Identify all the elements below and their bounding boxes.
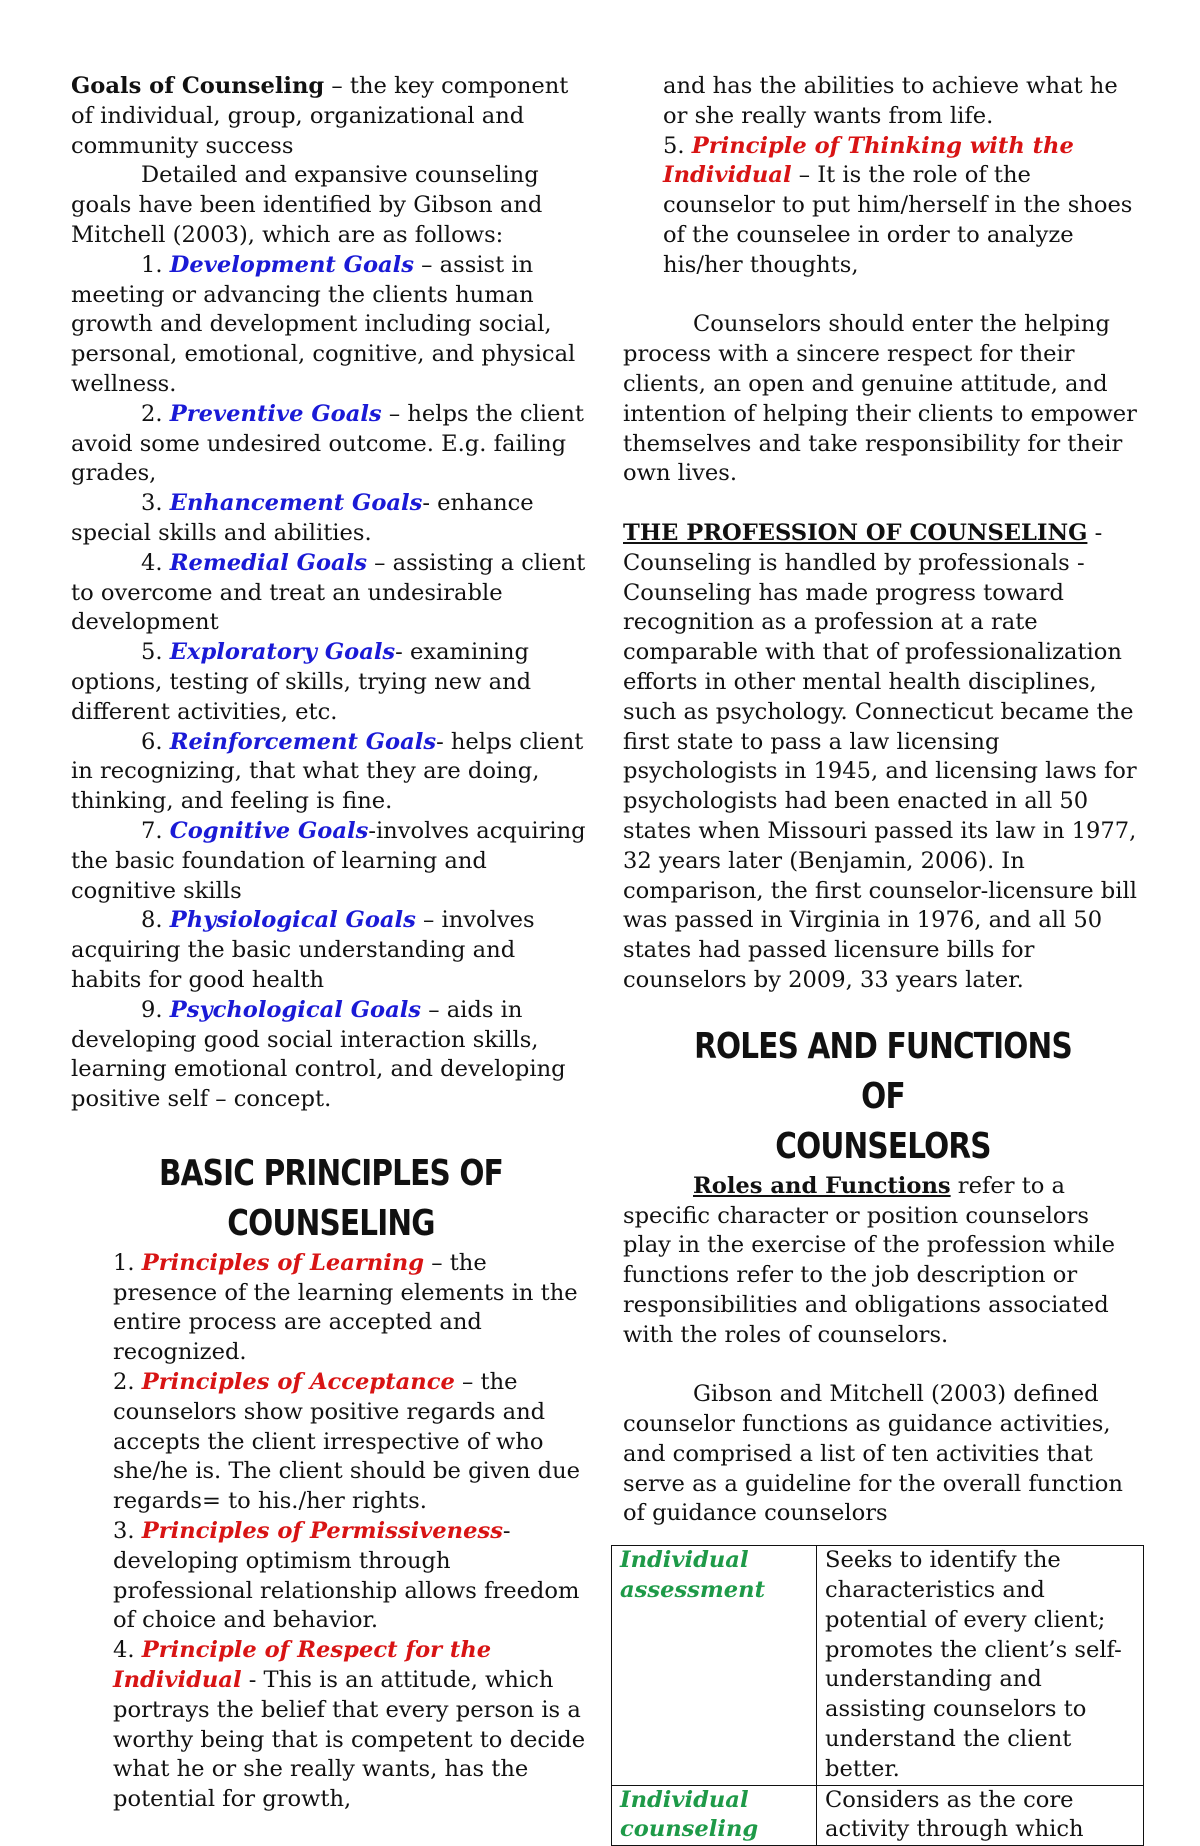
list-item: 6. Reinforcement Goals- helps client in recognizing, that what they are doing, thinking, and feeling is fine. <box>71 728 584 815</box>
list-item: 4. Remedial Goals – assisting a client to overcome and treat an undesirable development <box>71 549 586 636</box>
right-column <box>620 72 1143 1846</box>
table-row <box>612 1546 1144 1785</box>
list-item: 4. Principle of Respect for the Individual - This is an attitude, which portrays the belief that every person is a worthy being that is competent to decide what he or she really wants, has the potential for growth, <box>113 1637 586 1813</box>
spacer <box>623 281 1143 311</box>
list-item: 9. Psychological Goals – aids in developing good social interaction skills, learning emotional control, and developing positive self – concept. <box>71 996 566 1113</box>
list-item: 3. Principles of Permissiveness- developing optimism through professional relationship allows freedom of choice and behavior. <box>113 1518 580 1634</box>
gibson-paragraph: Gibson and Mitchell (2003) defined counselor functions as guidance activities, and comprised a list of ten activities that serve as a guideline for the overall function of guidance counselors <box>623 1381 1123 1527</box>
table-cell-term: Individual counseling <box>612 1785 817 1846</box>
spacer <box>623 1350 1143 1380</box>
profession-paragraph: THE PROFESSION OF COUNSELING - Counseling is handled by professionals - Counseling has made progress toward recognition as a profession at a rate comparable with that of professionalization efforts in other mental health disciplines, such as psychology. Connecticut became the first state to pass a law licensing psychologists in 1945, and licensing laws for psychologists had been enacted in all 50 states when Missouri passed its law in 1977, 32 years later (Benjamin, 2006). In comparison, the first counselor-licensure bill was passed in Virginia in 1976, and all 50 states had passed licensure bills for counselors by 2009, 33 years later. <box>623 519 1137 993</box>
principles-heading: BASIC PRINCIPLES OF COUNSELING <box>158 1152 504 1244</box>
spacer <box>623 489 1143 519</box>
spacer <box>623 996 1143 1022</box>
list-item: 1. Development Goals – assist in meeting or advancing the clients human growth and development including social, personal, emotional, cognitive, and physical wellness. <box>71 251 576 397</box>
list-item: 8. Physiological Goals – involves acquiring the basic understanding and habits for good health <box>71 907 535 993</box>
roles-term: Roles and Functions <box>693 1172 951 1199</box>
list-item: 1. Principles of Learning – the presence of the learning elements in the entire process are accepted and recognized. <box>113 1249 578 1366</box>
list-item: 5. Principle of Thinking with the Individual – It is the role of the counselor to put him/herself in the shoes of the counselee in order to analyze his/her thoughts, <box>663 132 1133 278</box>
table-cell-desc: Considers as the core activity through which <box>817 1785 1144 1846</box>
list-item: 3. Enhancement Goals- enhance special skills and abilities. <box>71 490 534 546</box>
table-cell-desc: Seeks to identify the characteristics and potential of every client; promotes the client’s self-understanding and assisting counselors to understand the client better. <box>817 1546 1144 1785</box>
goals-title: Goals of Counseling <box>71 73 325 99</box>
list-item: 2. Preventive Goals – helps the client avoid some undesired outcome. E.g. failing grades, <box>71 400 584 487</box>
profession-title: THE PROFESSION OF COUNSELING <box>623 519 1088 546</box>
goals-intro-paragraph: Detailed and expansive counseling goals have been identified by Gibson and Mitchell (2003), which are as follows: <box>71 162 543 248</box>
table-row <box>612 1785 1144 1846</box>
goals-list <box>71 251 591 1115</box>
functions-table <box>611 1545 1144 1846</box>
principles-list <box>71 1249 591 1815</box>
roles-paragraph: Roles and Functions refer to a specific character or position counselors play in the exercise of the profession while functions refer to the job description or responsibilities and obligations associated with the roles of counselors. <box>623 1172 1115 1348</box>
goals-intro: Goals of Counseling – the key component of individual, group, organizational and community success <box>71 73 569 159</box>
principle-4-continuation: and has the abilities to achieve what he or she really wants from life. <box>663 73 1118 129</box>
spacer <box>71 1115 591 1149</box>
list-item: 7. Cognitive Goals-involves acquiring the basic foundation of learning and cognitive skills <box>71 817 586 904</box>
table-cell-term: Individual assessment <box>612 1546 817 1785</box>
left-column <box>71 72 591 1815</box>
roles-heading: ROLES AND FUNCTIONS OF COUNSELORS <box>694 1025 1072 1167</box>
principles-continued <box>623 72 1143 281</box>
list-item: 5. Exploratory Goals- examining options, testing of skills, trying new and different activities, etc. <box>71 639 532 725</box>
respect-paragraph: Counselors should enter the helping process with a sincere respect for their clients, an open and genuine attitude, and intention of helping their clients to empower themselves and take responsibility for their own lives. <box>623 311 1137 487</box>
list-item: 2. Principles of Acceptance – the counselors show positive regards and accepts the client irrespective of who she/he is. The client should be given due regards= to his./her rights. <box>113 1369 581 1515</box>
